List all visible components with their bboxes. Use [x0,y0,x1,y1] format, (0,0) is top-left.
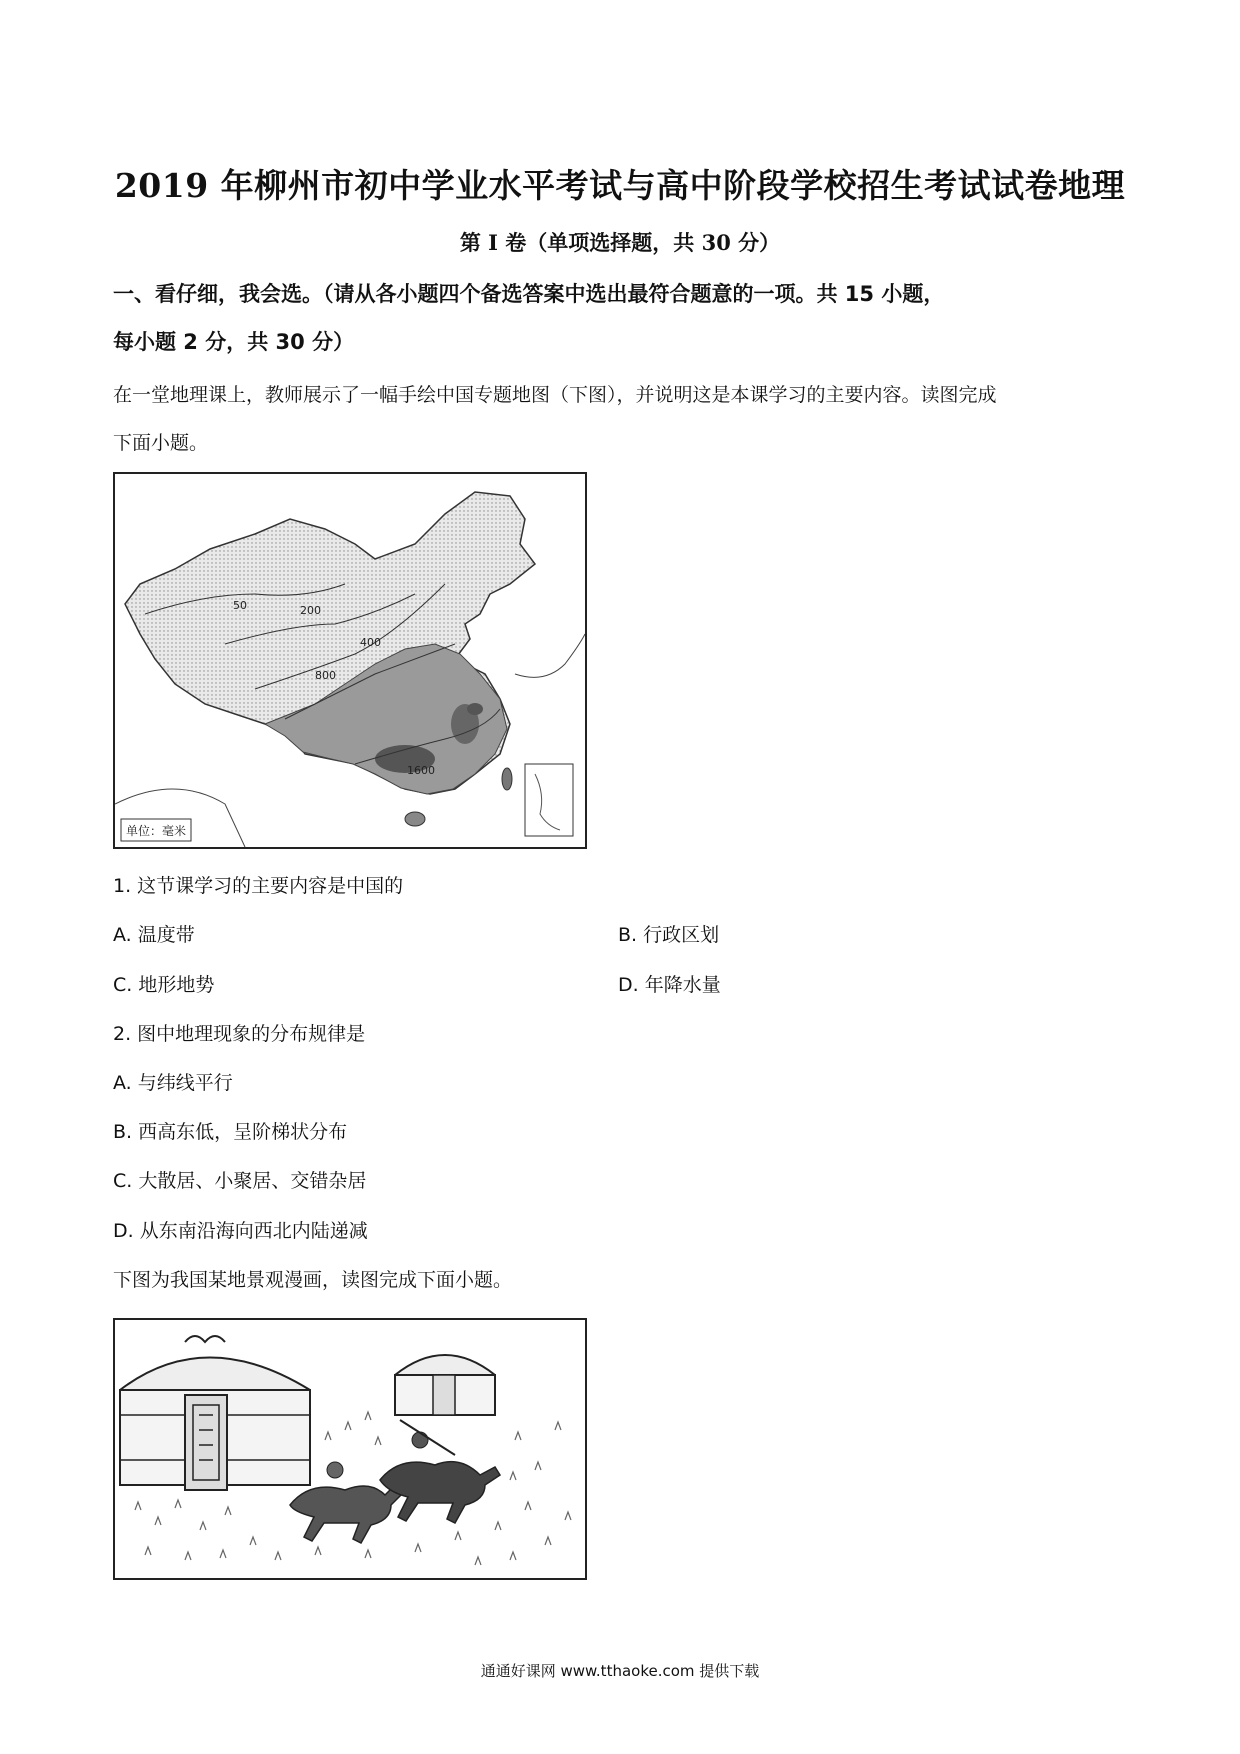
intro-line2: 下面小题。 [113,432,209,454]
grassland-landscape-cartoon [113,1318,587,1580]
part-heading-line1: 一、看仔细，我会选。（请从各小题四个备选答案中选出最符合题意的一项。共 15 小题， [113,282,945,306]
question-2-option-a: A. 与纬线平行 [113,1072,233,1094]
isoline-label-400: 400 [360,636,381,649]
isoline-label-800: 800 [315,669,336,682]
isoline-label-1600: 1600 [407,764,435,777]
section-title: 第 I 卷（单项选择题，共 30 分） [459,230,781,255]
question-2-option-b: B. 西高东低，呈阶梯状分布 [113,1121,348,1143]
intro-2: 下图为我国某地景观漫画，读图完成下面小题。 [113,1269,513,1291]
question-1-stem: 1. 这节课学习的主要内容是中国的 [113,875,404,897]
question-2-option-c: C. 大散居、小聚居、交错杂居 [113,1170,367,1192]
question-1-option-b: B. 行政区划 [618,924,720,946]
question-1-option-a: A. 温度带 [113,924,195,946]
cartoon-drawing [115,1320,585,1578]
map-unit-label: 单位：毫米 [126,824,187,838]
question-2-option-d: D. 从东南沿海向西北内陆递减 [113,1220,368,1242]
map-drawing [115,474,585,847]
question-1-option-d: D. 年降水量 [618,974,721,996]
china-precipitation-map [113,472,587,849]
isoline-label-50: 50 [233,599,247,612]
isoline-label-200: 200 [300,604,321,617]
intro-line1: 在一堂地理课上，教师展示了一幅手绘中国专题地图（下图），并说明这是本课学习的主要内容。读图完成 [113,384,997,406]
document-title: 2019 年柳州市初中学业水平考试与高中阶段学校招生考试试卷地理 [114,166,1126,205]
question-2-stem: 2. 图中地理现象的分布规律是 [113,1023,366,1045]
page-footer: 通通好课网 www.tthaoke.com 提供下载 [480,1662,760,1680]
part-heading-line2: 每小题 2 分，共 30 分） [113,330,355,354]
question-1-option-c: C. 地形地势 [113,974,215,996]
